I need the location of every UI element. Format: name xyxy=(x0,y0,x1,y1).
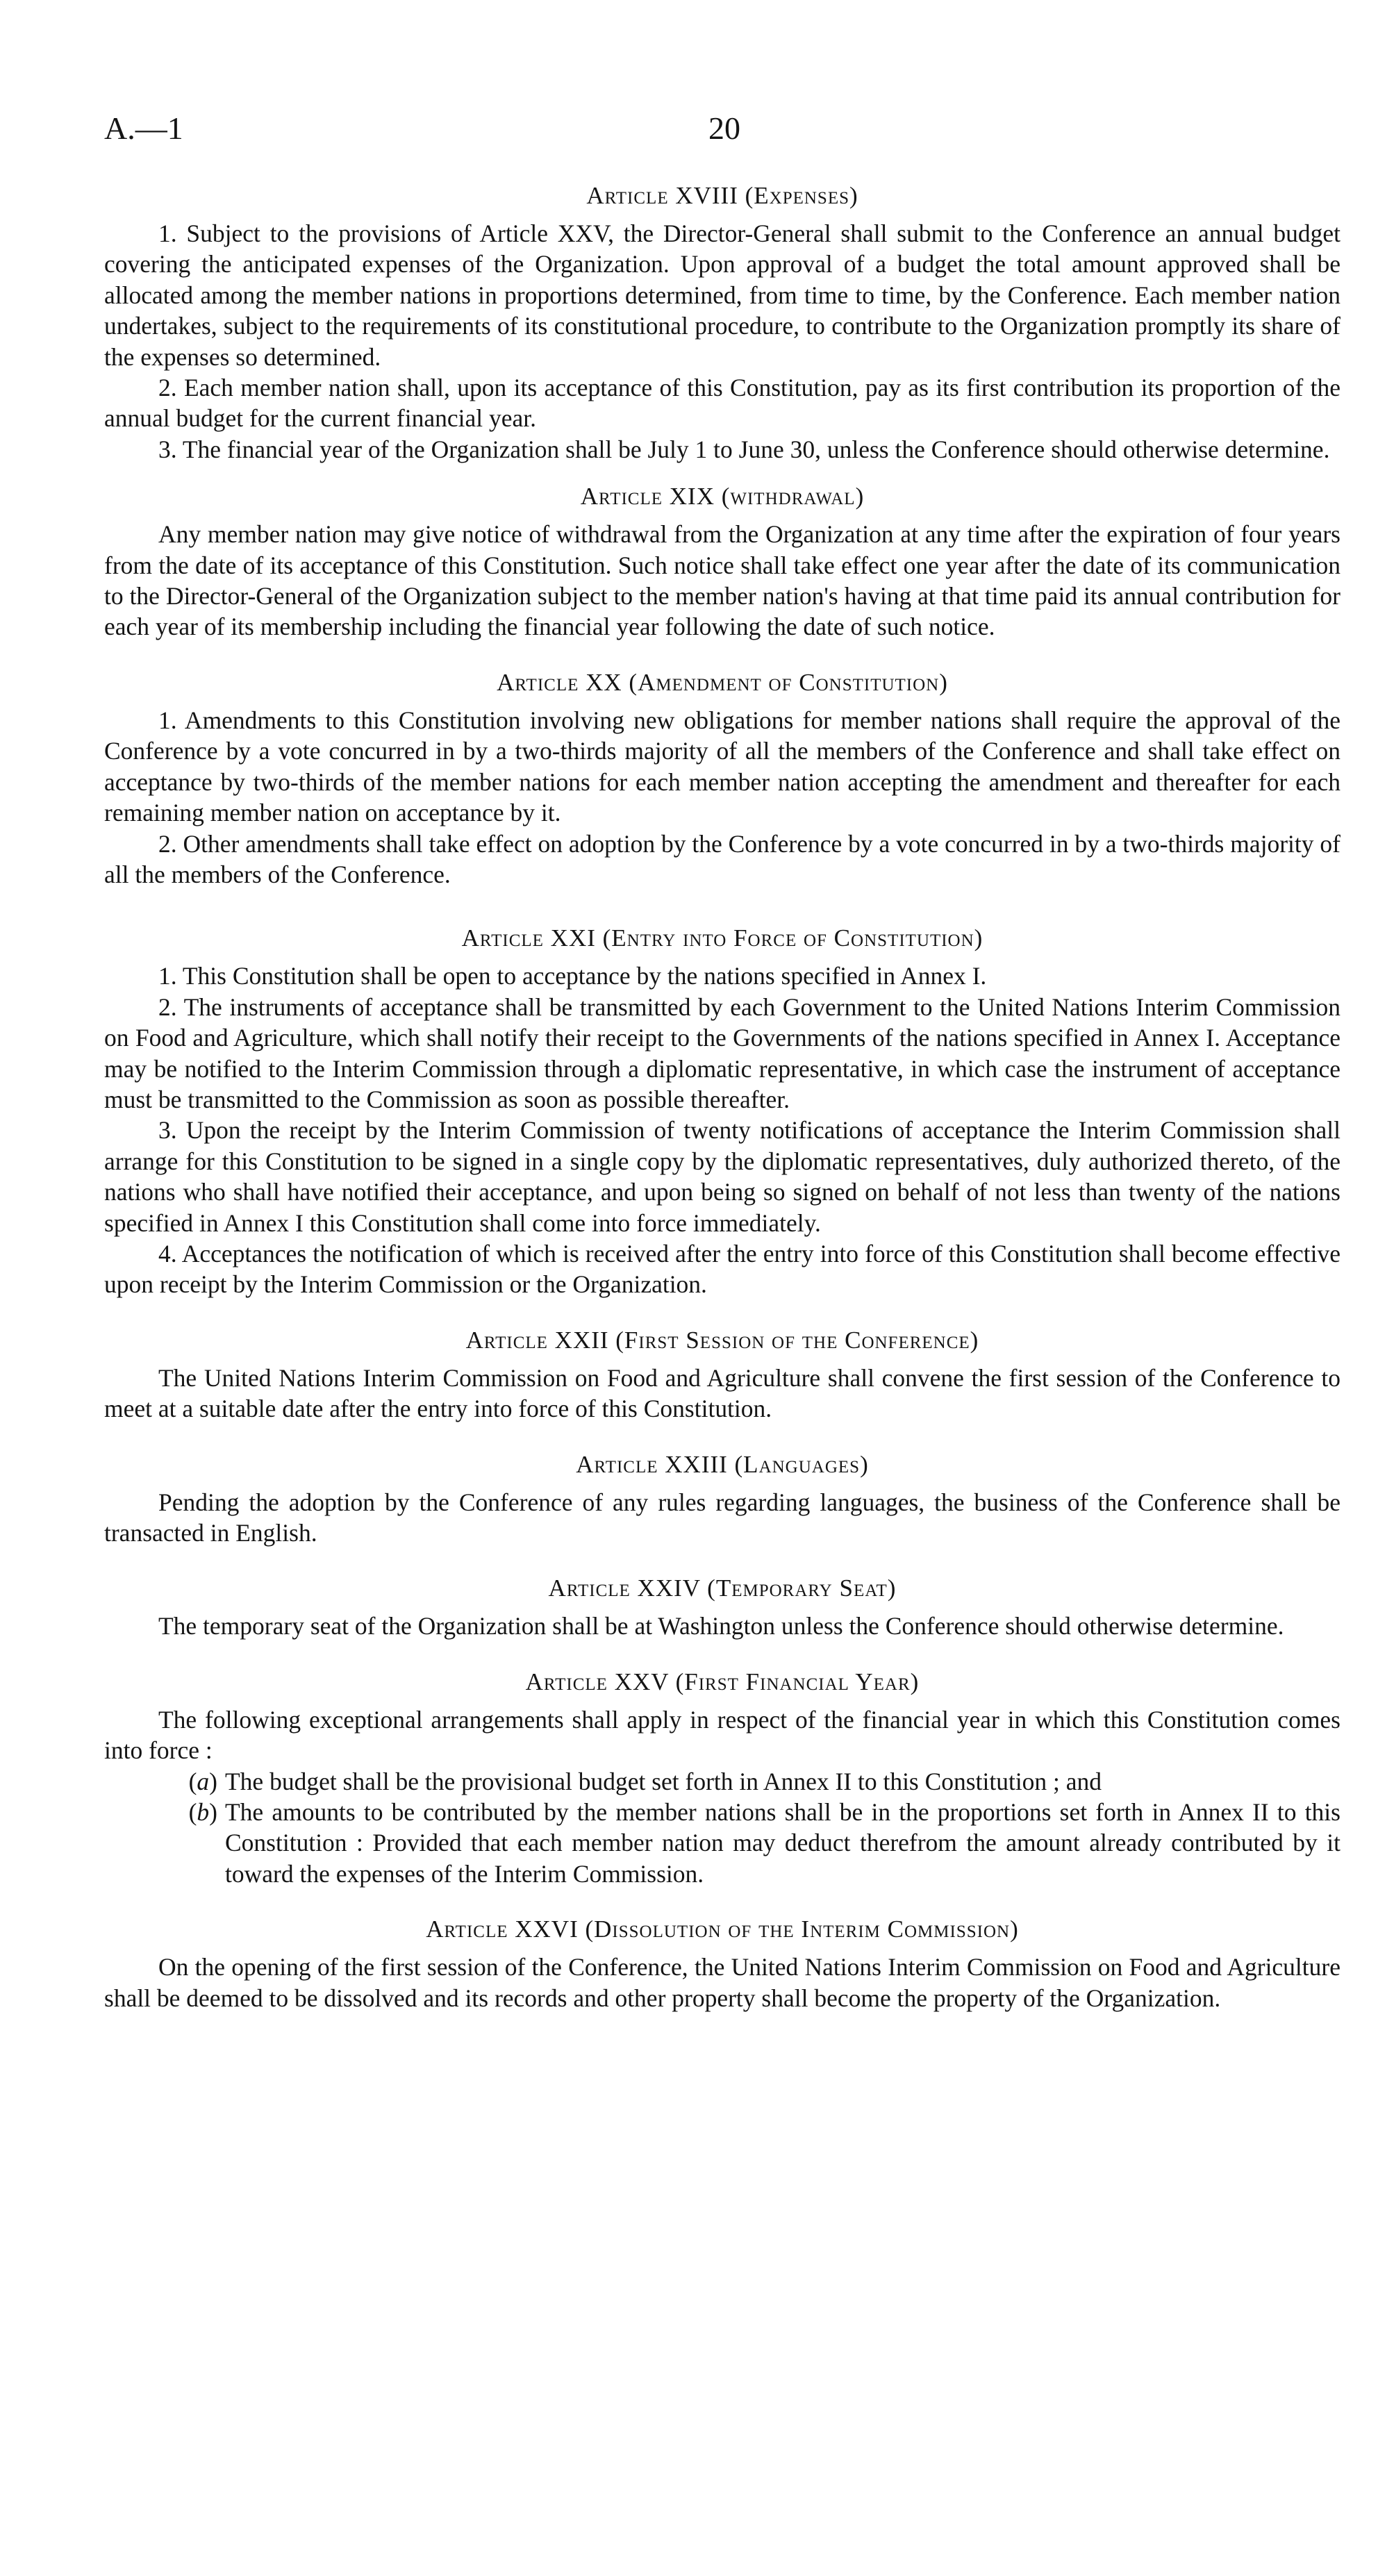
paragraph: 2. Other amendments shall take effect on adoption by the Conference by a vote concurred in by a two-thirds majority of all the members of the Conference. xyxy=(104,829,1340,888)
list-item xyxy=(104,1766,1340,1797)
paragraph: The following exceptional arrangements shall apply in respect of the financial year in which this Constitution comes into force : xyxy=(104,1705,1340,1765)
paragraph: Any member nation may give notice of withdrawal from the Organization at any time after the expiration of four years from the date of its acceptance of this Constitution. Such notice shall take effect one year after the date of its communication to the Director-General of the Organization subject to the member nation's having at that time paid its annual contribution for each year of its membership including the financial year following the date of such notice. xyxy=(104,520,1340,641)
list-marker: (b) xyxy=(188,1798,217,1827)
article-heading: Article XVIII (Expenses) xyxy=(586,182,858,209)
article-xxv xyxy=(104,1668,1340,1889)
paragraph: The United Nations Interim Commission on Food and Agriculture shall convene the first session of the Conference to meet at a suitable date after the entry into force of this Constitution. xyxy=(104,1363,1340,1423)
sub-item-list xyxy=(104,1766,1340,1890)
article-xviii xyxy=(104,182,1340,465)
paragraph: 2. The instruments of acceptance shall be transmitted by each Government to the United Nations Interim Commission on Food and Agriculture, which shall notify their receipt to the Governments of the nations specified in Annex I. Acceptance may be notified to the Interim Commission through a diplomatic representative, in which case the instrument of acceptance must be transmitted to the Commission as soon as possible thereafter. xyxy=(104,992,1340,1113)
article-heading: Article XXI (Entry into Force of Constitution) xyxy=(461,924,983,952)
article-heading: Article XXII (First Session of the Conference) xyxy=(465,1326,979,1354)
article-heading: Article XIX (withdrawal) xyxy=(580,483,865,510)
document-body xyxy=(104,182,1340,2013)
list-item-text: The amounts to be contributed by the member nations shall be in the proportions set forth in Annex II to this Constitution : Provided that each member nation may deduct therefrom the amount already contributed by it toward the expenses of the Interim Commission. xyxy=(225,1798,1340,1888)
article-xx xyxy=(104,669,1340,890)
article-xxiv xyxy=(104,1574,1340,1641)
paragraph: 1. This Constitution shall be open to acceptance by the nations specified in Annex I. xyxy=(158,962,987,990)
article-heading: Article XXIV (Temporary Seat) xyxy=(548,1574,897,1602)
paragraph: 4. Acceptances the notification of which is received after the entry into force of this Constitution shall become effective upon receipt by the Interim Commission or the Organization. xyxy=(104,1239,1340,1299)
article-heading: Article XXV (First Financial Year) xyxy=(525,1668,920,1695)
paragraph: 3. The financial year of the Organization shall be July 1 to June 30, unless the Conference should otherwise determine. xyxy=(158,435,1330,463)
list-item xyxy=(104,1797,1340,1889)
paragraph: On the opening of the first session of the Conference, the United Nations Interim Commission on Food and Agriculture shall be deemed to be dissolved and its records and other property shall become the property of the Organization. xyxy=(104,1953,1340,2012)
article-heading: Article XXVI (Dissolution of the Interim Commission) xyxy=(426,1916,1019,1943)
paragraph: 1. Subject to the provisions of Article XXV, the Director-General shall submit to the Conference an annual budget covering the anticipated expenses of the Organization. Upon approval of a budget the total amount approved shall be allocated among the member nations in proportions determined, from time to time, by the Conference. Each member nation undertakes, subject to the requirements of its constitutional procedure, to contribute to the Organization promptly its share of the expenses so determined. xyxy=(104,219,1340,371)
paragraph: 2. Each member nation shall, upon its acceptance of this Constitution, pay as its first contribution its proportion of the annual budget for the current financial year. xyxy=(104,374,1340,433)
list-item-text: The budget shall be the provisional budget set forth in Annex II to this Constitution ; and xyxy=(225,1767,1102,1795)
section-reference: A.—1 xyxy=(104,110,183,146)
article-xix xyxy=(104,483,1340,642)
article-heading: Article XXIII (Languages) xyxy=(576,1450,869,1478)
paragraph: 3. Upon the receipt by the Interim Commission of twenty notifications of acceptance the Interim Commission shall arrange for this Constitution to be signed in a single copy by the diplomatic representatives, duly authorized thereto, of the nations who shall have notified their acceptance, and upon being so signed on behalf of not less than twenty of the nations specified in Annex I this Constitution shall come into force immediately. xyxy=(104,1116,1340,1237)
article-xxii xyxy=(104,1327,1340,1424)
page-number: 20 xyxy=(708,110,740,146)
paragraph: 1. Amendments to this Constitution involving new obligations for member nations shall require the approval of the Conference by a vote concurred in by a two-thirds majority of all the members of the Conference and shall take effect on acceptance by two-thirds of the member nations for each member nation accepting the amendment and thereafter for each remaining member nation on acceptance by it. xyxy=(104,706,1340,827)
list-marker: (a) xyxy=(188,1767,217,1795)
article-xxvi xyxy=(104,1916,1340,2013)
paragraph: Pending the adoption by the Conference of any rules regarding languages, the business of the Conference shall be transacted in English. xyxy=(104,1488,1340,1547)
article-xxiii xyxy=(104,1451,1340,1549)
article-heading: Article XX (Amendment of Constitution) xyxy=(497,668,948,696)
paragraph: The temporary seat of the Organization shall be at Washington unless the Conference should otherwise determine. xyxy=(158,1612,1284,1640)
article-xxi xyxy=(104,924,1340,1299)
